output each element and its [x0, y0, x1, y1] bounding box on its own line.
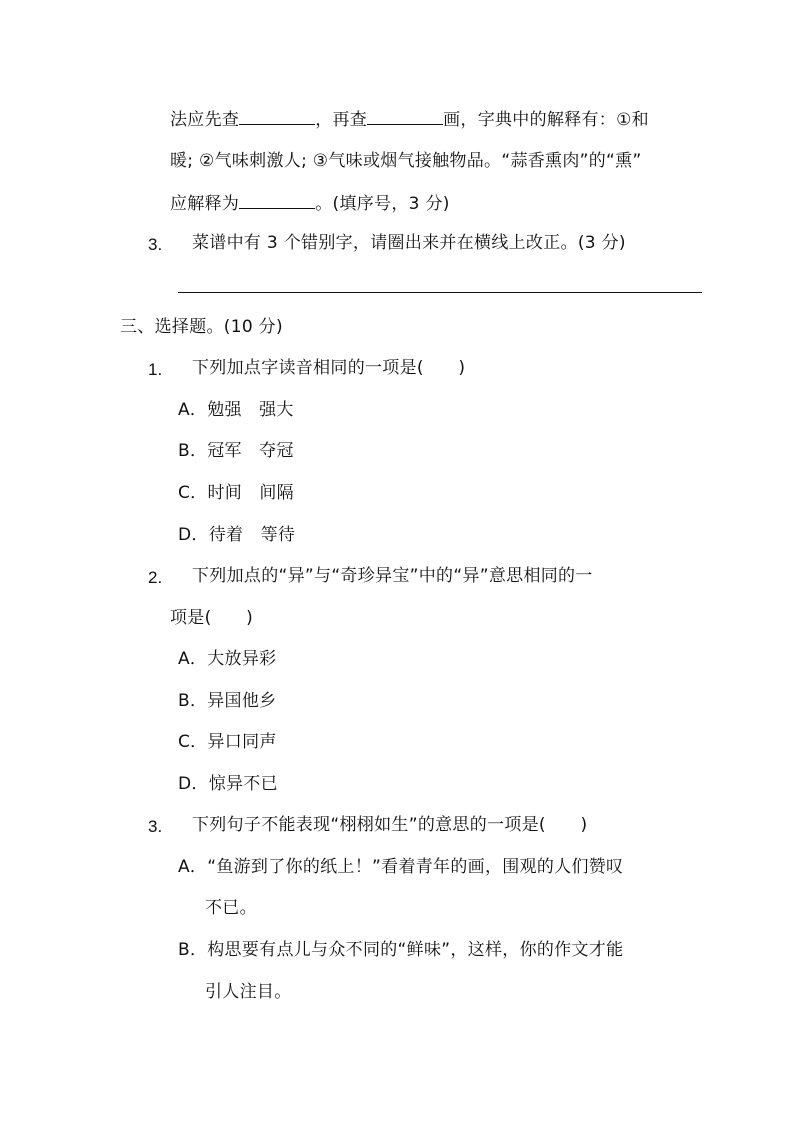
- option-b[interactable]: B．冠军 夺冠: [178, 441, 294, 461]
- option-b[interactable]: B．构思要有点儿与众不同的“鲜味”，这样，你的作文才能: [178, 940, 624, 960]
- text-segment: 应解释为: [170, 194, 240, 214]
- option-a[interactable]: A．勉强 强大: [178, 400, 294, 420]
- answer-blank-3[interactable]: [239, 191, 315, 209]
- paragraph-line-3: [170, 191, 450, 215]
- text-segment: 。(填序号，3 分): [315, 194, 450, 214]
- paragraph-line-1: [170, 107, 649, 131]
- question-stem: 下列加点的“异”与“奇珍异宝”中的“异”意思相同的一: [192, 566, 593, 586]
- question-number: 3.: [148, 235, 163, 254]
- question-number: 3.: [148, 817, 163, 836]
- option-d[interactable]: D．待着 等待: [178, 525, 296, 545]
- question-stem-cont: 项是( ): [170, 608, 254, 628]
- option-b[interactable]: B．异国他乡: [178, 691, 277, 711]
- question-stem: 下列句子不能表现“栩栩如生”的意思的一项是( ): [192, 815, 588, 835]
- question-stem: 下列加点字读音相同的一项是( ): [192, 358, 466, 378]
- question-number: 2.: [148, 568, 163, 587]
- text-segment: 法应先查: [170, 110, 240, 130]
- question-stem: 菜谱中有 3 个错别字，请圈出来并在横线上改正。(3 分): [192, 233, 626, 253]
- option-c[interactable]: C．时间 间隔: [178, 483, 294, 503]
- option-c[interactable]: C．异口同声: [178, 732, 277, 752]
- option-d[interactable]: D．惊异不已: [178, 774, 278, 794]
- paragraph-line-2: 暖; ②气味刺激人; ③气味或烟气接触物品。“蒜香熏肉”的“熏”: [170, 151, 642, 171]
- question-number: 1.: [148, 360, 163, 379]
- option-a-cont: 不已。: [205, 898, 257, 918]
- text-segment: ，再查: [315, 110, 368, 130]
- answer-blank-2[interactable]: [367, 107, 443, 125]
- option-a[interactable]: A．“鱼游到了你的纸上！”看着青年的画，围观的人们赞叹: [178, 857, 624, 877]
- option-a[interactable]: A．大放异彩: [178, 649, 277, 669]
- option-b-cont: 引人注目。: [205, 982, 292, 1002]
- answer-line[interactable]: [178, 292, 702, 293]
- text-segment: 画，字典中的解释有：①和: [443, 110, 649, 130]
- answer-blank-1[interactable]: [239, 107, 315, 125]
- section-heading: 三、选择题。(10 分): [120, 317, 283, 337]
